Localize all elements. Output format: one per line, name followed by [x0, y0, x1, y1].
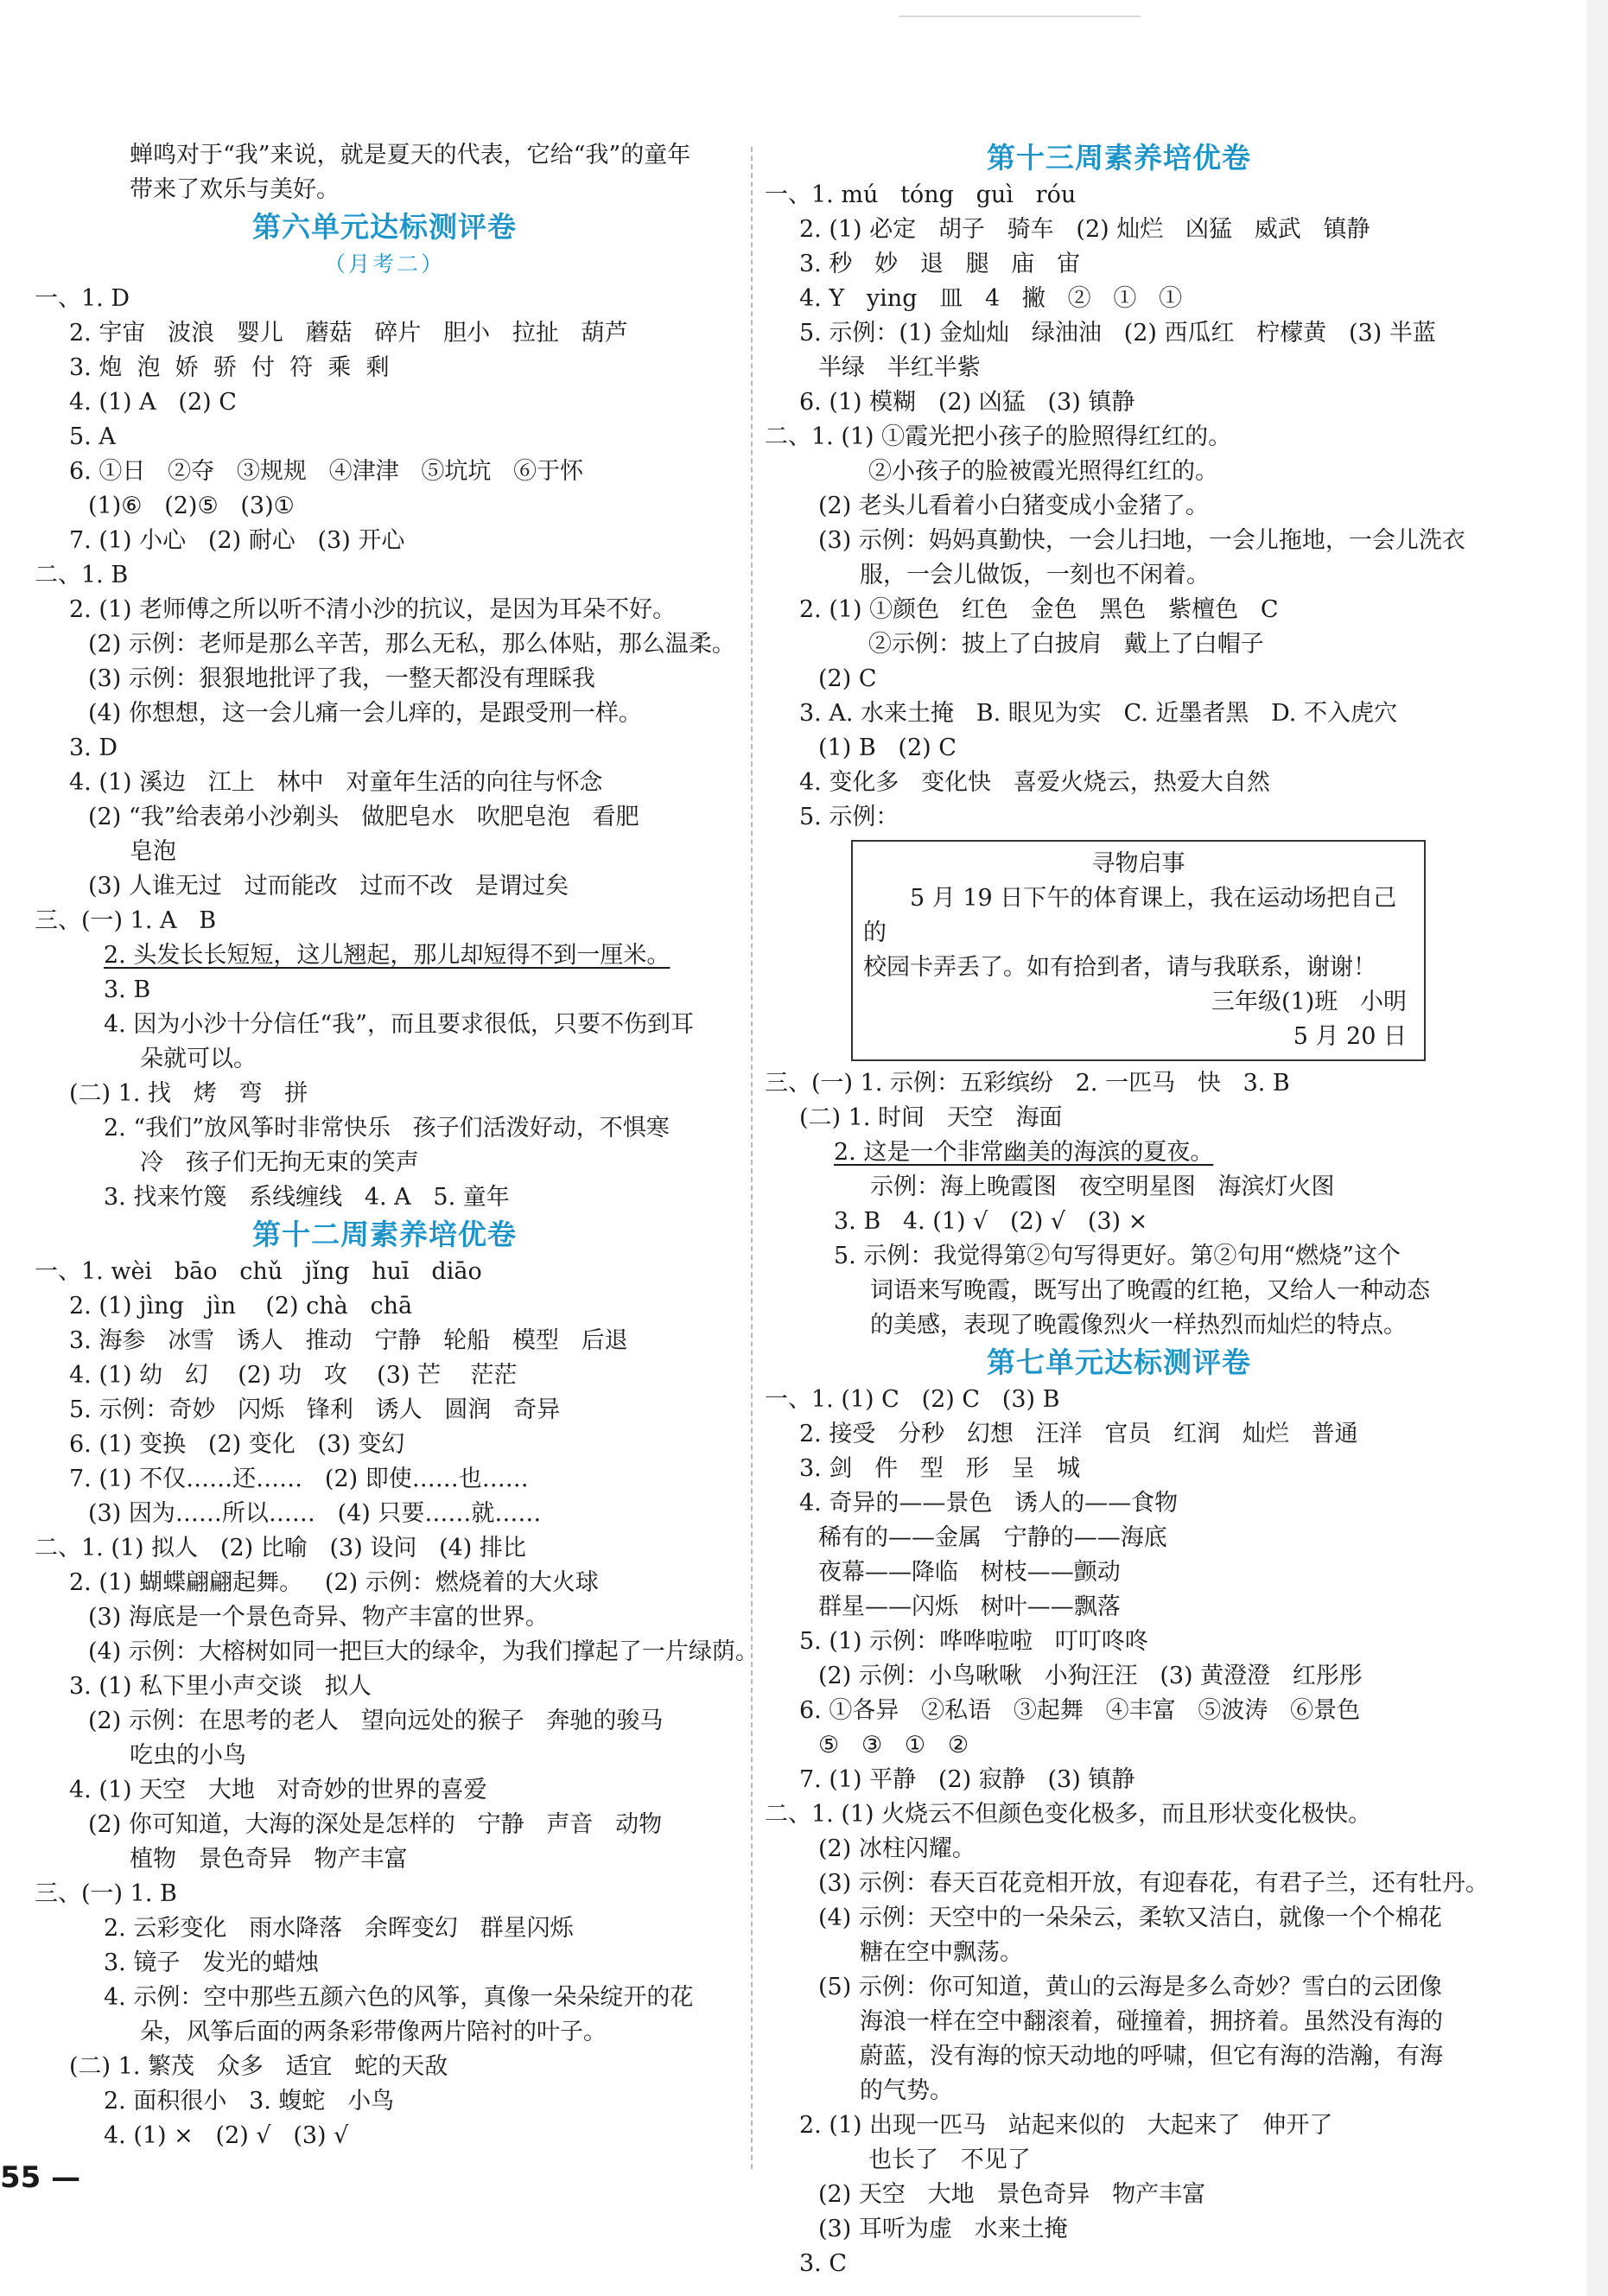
- answer-line: 2. 接受 分秒 幻想 汪洋 官员 红润 灿烂 普通: [799, 1421, 1358, 1447]
- answer-line: 的气势。: [860, 2077, 953, 2104]
- answer-line: 5. A: [69, 423, 116, 450]
- answer-line: 2. (1) 出现一匹马 站起来似的 大起来了 伸开了: [799, 2112, 1333, 2139]
- answer-line: 6. (1) 变换 (2) 变化 (3) 变幻: [69, 1431, 405, 1458]
- notice-body-line: 校园卡弄丢了。如有拾到者，请与我联系，谢谢！: [863, 954, 1376, 981]
- section-heading: 第七单元达标测评卷: [987, 1345, 1251, 1379]
- answer-line: (二) 1. 时间 天空 海面: [799, 1104, 1063, 1131]
- right-column-top: [765, 138, 1473, 835]
- answer-line: 4. 变化多 变化快 喜爱火烧云，热爱大自然: [799, 769, 1270, 796]
- answer-line: 3. A. 水来土掩 B. 眼见为实 C. 近墨者黑 D. 不入虎穴: [799, 700, 1397, 727]
- answer-line: ⑤ ③ ① ②: [818, 1732, 969, 1759]
- answer-line: 6. ①各异 ②私语 ③起舞 ④丰富 ⑤波涛 ⑥景色: [799, 1697, 1361, 1724]
- answer-line: 也长了 不见了: [868, 2147, 1031, 2173]
- top-edge-mark: [899, 16, 1141, 17]
- answer-line: (2) 冰柱闪耀。: [818, 1835, 976, 1862]
- notice-body: [863, 881, 1414, 985]
- answer-line: 三、(一) 1. 示例：五彩缤纷 2. 一匹马 快 3. B: [765, 1070, 1290, 1097]
- answer-line: 4. (1) 幼 幻 (2) 功 攻 (3) 芒 茫茫: [69, 1362, 518, 1389]
- answer-line: (二) 1. 找 烤 弯 拼: [69, 1080, 308, 1107]
- answer-line: 4. 奇异的——景色 诱人的——食物: [799, 1490, 1179, 1517]
- answer-line: 2. 宇宙 波浪 婴儿 蘑菇 碎片 胆小 拉扯 葫芦: [69, 320, 628, 347]
- answer-line: 4. (1) A (2) C: [69, 389, 237, 416]
- section-subheading: （月考二）: [323, 251, 445, 277]
- answer-line: (2) 示例：老师是那么辛苦，那么无私，那么体贴，那么温柔。: [88, 631, 735, 658]
- answer-line: ②小孩子的脸被霞光照得红红的。: [868, 458, 1218, 485]
- answer-line: 3. B: [104, 976, 151, 1003]
- answer-line: 4. 因为小沙十分信任“我”，而且要求很低，只要不伤到耳: [104, 1011, 694, 1038]
- answer-line: 6. ①日 ②夺 ③规规 ④津津 ⑤坑坑 ⑥于怀: [69, 458, 584, 485]
- answer-line: 2. (1) 蝴蝶翩翩起舞。 (2) 示例：燃烧着的大火球: [69, 1569, 599, 1596]
- answer-line: 半绿 半红半紫: [818, 354, 981, 381]
- answer-line: 夜幕——降临 树枝——颤动: [818, 1559, 1121, 1586]
- answer-line: 2. (1) 老师傅之所以听不清小沙的抗议，是因为耳朵不好。: [69, 596, 677, 623]
- answer-line: 3. 找来竹篾 系线缠线 4. A 5. 童年: [104, 1184, 510, 1211]
- answer-line: 5. 示例：奇妙 闪烁 锋利 诱人 圆润 奇异: [69, 1396, 561, 1423]
- answer-line: 带来了欢乐与美好。: [130, 176, 340, 203]
- answer-line: (3) 海底是一个景色奇异、物产丰富的世界。: [88, 1604, 549, 1631]
- answer-line: 2. (1) 必定 胡子 骑车 (2) 灿烂 凶猛 威武 镇静: [799, 216, 1370, 243]
- answer-line: 的美感，表现了晚霞像烈火一样热烈而灿烂的特点。: [870, 1312, 1407, 1339]
- answer-line: (4) 你想想，这一会儿痛一会儿痒的，是跟受刑一样。: [88, 700, 642, 727]
- answer-line: 词语来写晚霞，既写出了晚霞的红艳，又给人一种动态: [870, 1277, 1430, 1304]
- answer-line: (5) 示例：你可知道，黄山的云海是多么奇妙？雪白的云团像: [818, 1974, 1442, 2000]
- answer-line: 二、1. (1) ①霞光把小孩子的脸照得红红的。: [765, 423, 1232, 450]
- section-heading: 第六单元达标测评卷: [252, 210, 517, 244]
- section-heading: 第十三周素养培优卷: [987, 141, 1251, 175]
- answer-line: (2) 天空 大地 景色奇异 物产丰富: [818, 2181, 1206, 2208]
- left-column: [35, 138, 759, 2153]
- answer-line: (2) “我”给表弟小沙剃头 做肥皂水 吹肥皂泡 看肥: [88, 804, 639, 830]
- answer-line: (二) 1. 繁茂 众多 适宜 蛇的天敌: [69, 2053, 448, 2080]
- answer-line: 4. (1) 溪边 江上 林中 对童年生活的向往与怀念: [69, 769, 603, 796]
- column-divider: [751, 147, 753, 2169]
- answer-line: (2) 示例：在思考的老人 望向远处的猴子 奔驰的骏马: [88, 1708, 664, 1734]
- answer-line: 皂泡: [130, 838, 176, 865]
- answer-line: 三、(一) 1. A B: [35, 907, 217, 934]
- notice-title: 寻物启事: [1091, 850, 1185, 877]
- answer-line: 3. 炮 泡 娇 骄 付 符 乘 剩: [69, 354, 390, 381]
- answer-line: (4) 示例：天空中的一朵朵云，柔软又洁白，就像一个个棉花: [818, 1905, 1442, 1931]
- underlined-answer: 2. 这是一个非常幽美的海滨的夏夜。: [834, 1139, 1214, 1166]
- answer-line: 5. 示例：(1) 金灿灿 绿油油 (2) 西瓜红 柠檬黄 (3) 半蓝: [799, 320, 1436, 347]
- answer-line: 群星——闪烁 树叶——飘落: [818, 1593, 1121, 1620]
- right-column: [765, 138, 1489, 2281]
- answer-line: 4. (1) × (2) √ (3) √: [104, 2122, 349, 2149]
- underlined-answer: 2. 头发长长短短，这儿翘起，那儿却短得不到一厘米。: [104, 942, 671, 969]
- notice-body-line: 5 月 19 日下午的体育课上，我在运动场把自己的: [863, 885, 1397, 946]
- answer-line: 6. (1) 模糊 (2) 凶猛 (3) 镇静: [799, 389, 1135, 416]
- answer-line: 朵，风筝后面的两条彩带像两片陪衬的叶子。: [140, 2019, 607, 2045]
- answer-line: 蔚蓝，没有海的惊天动地的呼啸，但它有海的浩瀚，有海: [860, 2043, 1443, 2070]
- answer-line: (3) 示例：春天百花竞相开放，有迎春花，有君子兰，还有牡丹。: [818, 1870, 1489, 1897]
- answer-line: (2) 你可知道，大海的深处是怎样的 宁静 声音 动物: [88, 1811, 663, 1838]
- answer-line: (3) 示例：妈妈真勤快，一会儿扫地，一会儿拖地，一会儿洗衣: [818, 527, 1465, 554]
- answer-line: 糖在空中飘荡。: [860, 1939, 1023, 1966]
- notice-signature: 三年级(1)班 小明: [1211, 989, 1407, 1015]
- answer-line: 3. C: [799, 2250, 848, 2277]
- answer-line: 一、1. (1) C (2) C (3) B: [765, 1386, 1060, 1413]
- answer-line: (1)⑥ (2)⑤ (3)①: [88, 493, 295, 519]
- answer-line: 服，一会儿做饭，一刻也不闲着。: [860, 562, 1210, 588]
- answer-line: 海浪一样在空中翻滚着，碰撞着，拥挤着。虽然没有海的: [860, 2008, 1443, 2035]
- answer-line: 4. (1) 天空 大地 对奇妙的世界的喜爱: [69, 1777, 487, 1803]
- answer-line: 2. (1) jìng jìn (2) chà chā: [69, 1293, 413, 1320]
- answer-line: 一、1. wèi bāo chǔ jǐng huī diāo: [35, 1258, 482, 1285]
- page-number: 55 —: [0, 2160, 81, 2195]
- answer-line: (3) 示例：狠狠地批评了我，一整天都没有理睬我: [88, 665, 595, 692]
- answer-line: 吃虫的小鸟: [130, 1742, 246, 1769]
- answer-line: 二、1. (1) 拟人 (2) 比喻 (3) 设问 (4) 排比: [35, 1535, 526, 1561]
- answer-line: 朵就可以。: [140, 1046, 257, 1072]
- answer-line: (1) B (2) C: [818, 735, 957, 761]
- answer-line: 3. D: [69, 735, 118, 761]
- answer-line: 3. 海参 冰雪 诱人 推动 宁静 轮船 模型 后退: [69, 1327, 628, 1354]
- answer-line: 5. 示例：: [799, 804, 899, 830]
- answer-line: 3. 秒 妙 退 腿 庙 宙: [799, 251, 1081, 277]
- right-column-bottom: [765, 1066, 1489, 2281]
- section-heading: 第十二周素养培优卷: [252, 1218, 517, 1251]
- answer-line: 冷 孩子们无拘无束的笑声: [140, 1149, 419, 1176]
- answer-line: 二、1. B: [35, 562, 129, 588]
- answer-line: 2. 云彩变化 雨水降落 余晖变幻 群星闪烁: [104, 1915, 574, 1942]
- answer-line: 2. “我们”放风筝时非常快乐 孩子们活泼好动，不惧寒: [104, 1115, 670, 1142]
- notice-date: 5 月 20 日: [1293, 1023, 1407, 1050]
- answer-line: 植物 景色奇异 物产丰富: [130, 1846, 408, 1873]
- answer-line: 3. (1) 私下里小声交谈 拟人: [69, 1673, 372, 1700]
- answer-line: (2) C: [818, 665, 877, 692]
- answer-line: 稀有的——金属 宁静的——海底: [818, 1524, 1167, 1551]
- answer-line: 蝉鸣对于“我”来说，就是夏天的代表，它给“我”的童年: [130, 142, 691, 169]
- answer-line: 2. 面积很小 3. 蝮蛇 小鸟: [104, 2088, 395, 2115]
- answer-line: 5. (1) 示例：哗哗啦啦 叮叮咚咚: [799, 1628, 1148, 1655]
- answer-line: 3. B 4. (1) √ (2) √ (3) ×: [834, 1208, 1148, 1235]
- answer-line: (3) 人谁无过 过而能改 过而不改 是谓过矣: [88, 873, 569, 900]
- answer-line: (2) 示例：小鸟啾啾 小狗汪汪 (3) 黄澄澄 红彤彤: [818, 1663, 1363, 1689]
- answer-line: 一、1. D: [35, 285, 130, 312]
- answer-line: 三、(一) 1. B: [35, 1880, 177, 1907]
- answer-line: 4. Y ying 皿 4 撇 ② ① ①: [799, 285, 1183, 312]
- answer-line: 7. (1) 不仅……还…… (2) 即使……也……: [69, 1466, 529, 1492]
- answer-line: 2. (1) ①颜色 红色 金色 黑色 紫檀色 C: [799, 596, 1279, 623]
- answer-line: ②示例：披上了白披肩 戴上了白帽子: [868, 631, 1264, 658]
- answer-line: 7. (1) 平静 (2) 寂静 (3) 镇静: [799, 1766, 1135, 1793]
- answer-line: [765, 1135, 1473, 1170]
- answer-line: 3. 镜子 发光的蜡烛: [104, 1949, 320, 1976]
- page-edge-shadow: [1586, 0, 1608, 2296]
- answer-line: (2) 老头儿看着小白猪变成小金猪了。: [818, 493, 1209, 519]
- answer-line: 示例：海上晚霞图 夜空明星图 海滨灯火图: [870, 1173, 1335, 1200]
- answer-line: 5. 示例：我觉得第②句写得更好。第②句用“燃烧”这个: [834, 1243, 1401, 1269]
- answer-line: 二、1. (1) 火烧云不但颜色变化极多，而且形状变化极快。: [765, 1801, 1372, 1828]
- lost-item-notice: [851, 840, 1426, 1061]
- answer-line: 4. 示例：空中那些五颜六色的风筝，真像一朵朵绽开的花: [104, 1984, 694, 2011]
- answer-line: 3. 剑 件 型 形 呈 城: [799, 1455, 1081, 1482]
- answer-line: (4) 示例：大榕树如同一把巨大的绿伞，为我们撑起了一片绿荫。: [88, 1638, 759, 1665]
- answer-line: 一、1. mú tóng guì róu: [765, 181, 1077, 208]
- answer-line: (3) 因为……所以…… (4) 只要……就……: [88, 1500, 542, 1527]
- answer-line: (3) 耳听为虚 水来土掩: [818, 2216, 1068, 2242]
- answer-line: [35, 938, 734, 973]
- answer-line: 7. (1) 小心 (2) 耐心 (3) 开心: [69, 527, 405, 554]
